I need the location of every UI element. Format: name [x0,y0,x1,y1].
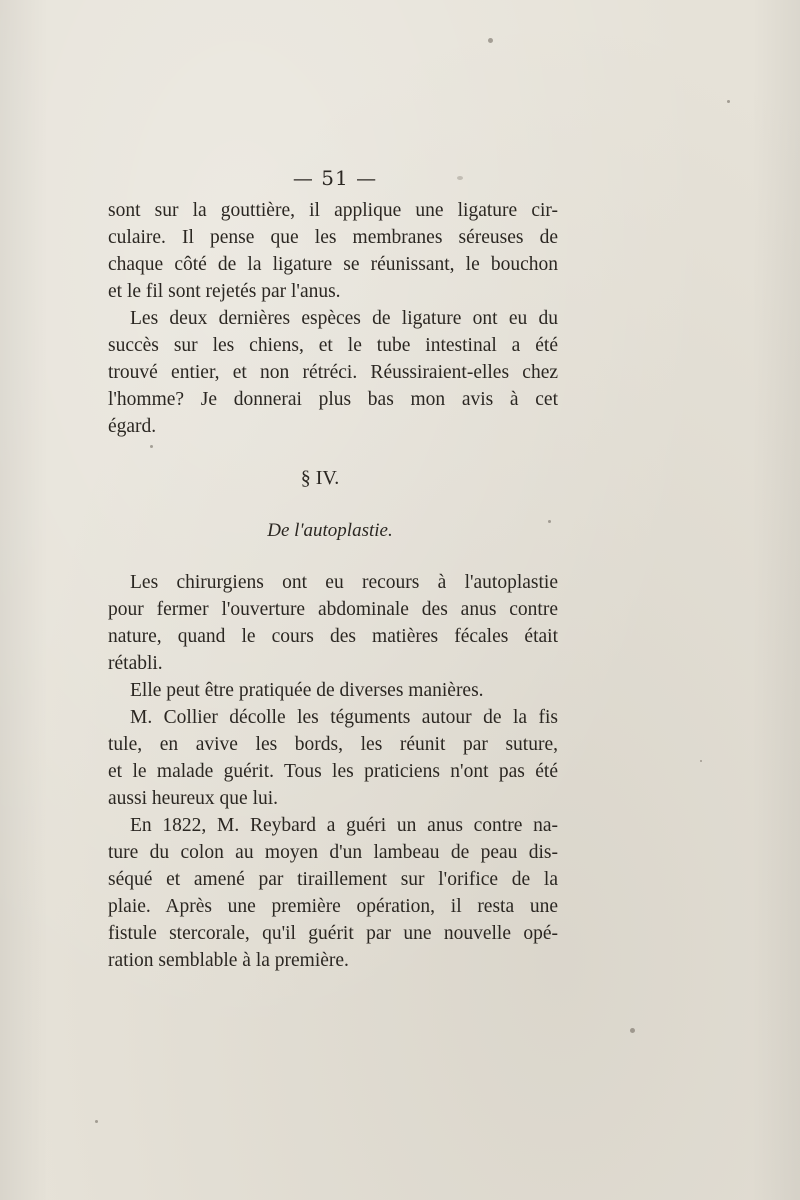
text-line: égard. [108,416,157,437]
text-line: fistule stercorale, qu'il guérit par une nouvelle opé- [108,923,558,944]
text-line: tule, en avive les bords, les réunit par suture, [108,734,558,755]
text-line: l'homme? Je donnerai plus bas mon avis à cet [108,389,558,410]
page-number: — 51 — [292,166,378,190]
text-line: En 1822, M. Reybard a guéri un anus contre na- [130,815,558,836]
text-line: Les chirurgiens ont eu recours à l'autoplastie [130,572,558,593]
text-line: aussi heureux que lui. [108,788,279,809]
paper-speck [95,1120,98,1123]
text-line: ration semblable à la première. [108,950,349,971]
section-number: § IV. [300,467,340,489]
text-line: succès sur les chiens, et le tube intestinal a été [108,335,558,356]
text-line: et le malade guérit. Tous les praticiens n'ont pas été [108,761,558,782]
text-line: rétabli. [108,653,163,674]
text-line: plaie. Après une première opération, il resta une [108,896,558,917]
text-line: et le fil sont rejetés par l'anus. [108,281,341,302]
text-line: Elle peut être pratiquée de diverses manières. [130,680,484,701]
text-line: nature, quand le cours des matières fécales était [108,626,558,647]
text-line: trouvé entier, et non rétréci. Réussiraient-elles chez [108,362,558,383]
text-line: sont sur la gouttière, il applique une ligature cir- [108,200,558,221]
text-line: ture du colon au moyen d'un lambeau de peau dis- [108,842,558,863]
section-title: De l'autoplastie. [267,520,393,541]
paper-speck [727,100,730,103]
text-line: pour fermer l'ouverture abdominale des anus contre [108,599,558,620]
paper-speck [150,445,153,448]
text-line: Les deux dernières espèces de ligature ont eu du [130,308,558,329]
text-line: chaque côté de la ligature se réunissant, le bouchon [108,254,558,275]
text-line: M. Collier décolle les téguments autour de la fis [130,707,558,728]
text-line: séqué et amené par tiraillement sur l'orifice de la [108,869,558,890]
paper-speck [630,1028,635,1033]
paper-speck [488,38,493,43]
paper-speck [700,760,702,762]
text-line: culaire. Il pense que les membranes séreuses de [108,227,558,248]
